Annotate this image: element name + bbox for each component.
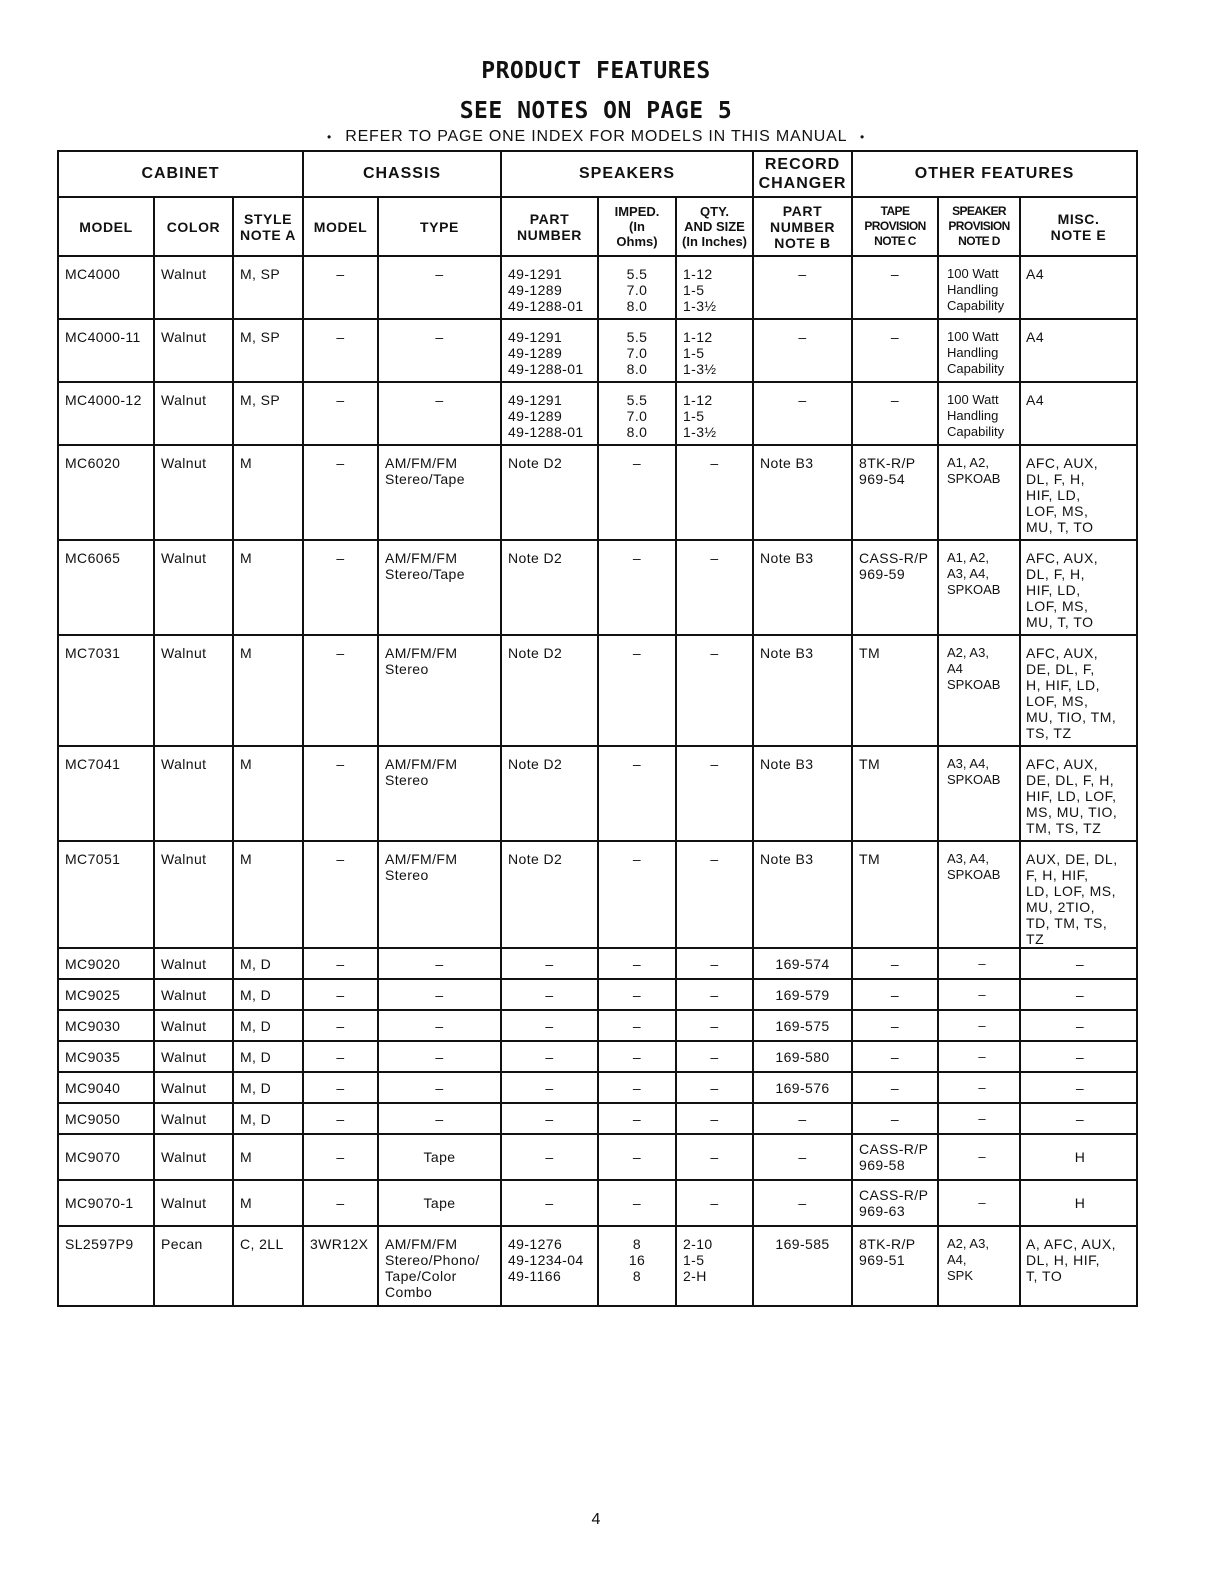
cell-style: M [233, 635, 303, 746]
cell-type: – [378, 948, 501, 979]
cell-tape-provision: 8TK-R/P 969-54 [852, 445, 938, 540]
cell-changer-part-number: – [753, 1180, 852, 1226]
cell-qty-size: – [676, 948, 753, 979]
cell-type: – [378, 1041, 501, 1072]
cell-style: M, D [233, 979, 303, 1010]
table-body [58, 256, 1137, 1306]
cell-part-number: – [501, 1072, 598, 1103]
cell-style: M, SP [233, 319, 303, 382]
cell-impedance: 5.5 7.0 8.0 [598, 382, 676, 445]
cell-color: Walnut [154, 1103, 233, 1134]
cell-qty-size: – [676, 445, 753, 540]
cell-qty-size: – [676, 1134, 753, 1180]
column-header-row [58, 197, 1137, 256]
cell-tape-provision: – [852, 1010, 938, 1041]
cell-color: Walnut [154, 1180, 233, 1226]
cell-speaker-provision: A2, A3, A4 SPKOAB [938, 635, 1020, 746]
cell-color: Walnut [154, 948, 233, 979]
cell-color: Walnut [154, 841, 233, 948]
cell-cabinet-model: MC4000-11 [58, 319, 154, 382]
cell-impedance: – [598, 1010, 676, 1041]
table-row [58, 445, 1137, 540]
cell-qty-size: – [676, 841, 753, 948]
cell-changer-part-number: 169-574 [753, 948, 852, 979]
cell-misc: AUX, DE, DL, F, H, HIF, LD, LOF, MS, MU, 2TIO, TD, TM, TS, TZ [1020, 841, 1137, 948]
column-header-speaker-provision: SPEAKER PROVISION NOTE D [938, 197, 1020, 256]
cell-color: Walnut [154, 540, 233, 635]
cell-tape-provision: – [852, 256, 938, 319]
cell-style: M [233, 1180, 303, 1226]
cell-qty-size: – [676, 1010, 753, 1041]
table-row [58, 979, 1137, 1010]
cell-qty-size: – [676, 1072, 753, 1103]
cell-color: Walnut [154, 382, 233, 445]
reference-note [0, 128, 1192, 146]
cell-chassis-model: – [303, 540, 378, 635]
cell-impedance: – [598, 841, 676, 948]
cell-changer-part-number: Note B3 [753, 635, 852, 746]
cell-style: M [233, 1134, 303, 1180]
bullet-icon: • [326, 129, 332, 144]
cell-changer-part-number: Note B3 [753, 746, 852, 841]
cell-misc: – [1020, 1041, 1137, 1072]
cell-color: Pecan [154, 1226, 233, 1306]
cell-tape-provision: – [852, 1041, 938, 1072]
cell-cabinet-model: MC7051 [58, 841, 154, 948]
cell-tape-provision: CASS-R/P 969-58 [852, 1134, 938, 1180]
cell-speaker-provision: 100 Watt Handling Capability [938, 256, 1020, 319]
cell-changer-part-number: – [753, 1103, 852, 1134]
cell-misc: – [1020, 1010, 1137, 1041]
cell-changer-part-number: – [753, 1134, 852, 1180]
cell-speaker-provision: A1, A2, SPKOAB [938, 445, 1020, 540]
cell-speaker-provision: – [938, 1041, 1020, 1072]
cell-cabinet-model: MC4000-12 [58, 382, 154, 445]
cell-type: – [378, 1010, 501, 1041]
cell-type: – [378, 256, 501, 319]
product-features-table [57, 150, 1138, 1307]
cell-style: M [233, 841, 303, 948]
column-header-impedance: IMPED. (In Ohms) [598, 197, 676, 256]
cell-changer-part-number: Note B3 [753, 540, 852, 635]
cell-style: M, SP [233, 256, 303, 319]
cell-type: – [378, 1103, 501, 1134]
cell-qty-size: – [676, 1180, 753, 1226]
cell-type: AM/FM/FM Stereo/Tape [378, 540, 501, 635]
cell-qty-size: – [676, 635, 753, 746]
cell-impedance: – [598, 1134, 676, 1180]
cell-impedance: 5.5 7.0 8.0 [598, 256, 676, 319]
cell-tape-provision: – [852, 319, 938, 382]
cell-part-number: – [501, 1103, 598, 1134]
cell-part-number: – [501, 979, 598, 1010]
page-number: 4 [591, 1511, 601, 1528]
cell-type: – [378, 319, 501, 382]
cell-chassis-model: – [303, 1010, 378, 1041]
cell-chassis-model: – [303, 746, 378, 841]
cell-tape-provision: TM [852, 746, 938, 841]
table-row [58, 1134, 1137, 1180]
table-row [58, 1226, 1137, 1306]
cell-misc: H [1020, 1134, 1137, 1180]
cell-misc: – [1020, 1072, 1137, 1103]
group-cabinet: CABINET [58, 151, 303, 197]
table-row [58, 1041, 1137, 1072]
cell-chassis-model: – [303, 1072, 378, 1103]
cell-impedance: – [598, 746, 676, 841]
page-title: PRODUCT FEATURES [481, 58, 711, 84]
cell-tape-provision: – [852, 948, 938, 979]
cell-misc: – [1020, 979, 1137, 1010]
cell-style: M, D [233, 948, 303, 979]
column-header-chassis-model: MODEL [303, 197, 378, 256]
page-subtitle: SEE NOTES ON PAGE 5 [459, 98, 733, 124]
cell-changer-part-number: – [753, 382, 852, 445]
cell-chassis-model: – [303, 382, 378, 445]
cell-misc: AFC, AUX, DL, F, H, HIF, LD, LOF, MS, MU, T, TO [1020, 540, 1137, 635]
cell-tape-provision: TM [852, 841, 938, 948]
cell-speaker-provision: A3, A4, SPKOAB [938, 841, 1020, 948]
cell-speaker-provision: A2, A3, A4, SPK [938, 1226, 1020, 1306]
cell-speaker-provision: A1, A2, A3, A4, SPKOAB [938, 540, 1020, 635]
cell-impedance: – [598, 445, 676, 540]
table-row [58, 1103, 1137, 1134]
cell-cabinet-model: MC9020 [58, 948, 154, 979]
cell-cabinet-model: SL2597P9 [58, 1226, 154, 1306]
cell-misc: AFC, AUX, DE, DL, F, H, HIF, LD, LOF, MS, MU, TIO, TM, TS, TZ [1020, 635, 1137, 746]
cell-impedance: 5.5 7.0 8.0 [598, 319, 676, 382]
cell-color: Walnut [154, 1010, 233, 1041]
cell-cabinet-model: MC9070-1 [58, 1180, 154, 1226]
cell-chassis-model: – [303, 1134, 378, 1180]
cell-impedance: 8 16 8 [598, 1226, 676, 1306]
cell-impedance: – [598, 1072, 676, 1103]
cell-type: AM/FM/FM Stereo/Phono/ Tape/Color Combo [378, 1226, 501, 1306]
cell-misc: A4 [1020, 382, 1137, 445]
cell-changer-part-number: Note B3 [753, 841, 852, 948]
table-row [58, 841, 1137, 948]
cell-speaker-provision: – [938, 979, 1020, 1010]
cell-impedance: – [598, 1103, 676, 1134]
cell-part-number: – [501, 948, 598, 979]
cell-chassis-model: – [303, 1103, 378, 1134]
cell-tape-provision: – [852, 1103, 938, 1134]
cell-tape-provision: 8TK-R/P 969-51 [852, 1226, 938, 1306]
cell-chassis-model: – [303, 635, 378, 746]
cell-part-number: Note D2 [501, 746, 598, 841]
table-row [58, 948, 1137, 979]
cell-type: – [378, 382, 501, 445]
cell-part-number: – [501, 1134, 598, 1180]
cell-cabinet-model: MC7031 [58, 635, 154, 746]
cell-type: AM/FM/FM Stereo [378, 841, 501, 948]
cell-part-number: 49-1291 49-1289 49-1288-01 [501, 256, 598, 319]
table-row [58, 1010, 1137, 1041]
cell-cabinet-model: MC9030 [58, 1010, 154, 1041]
cell-misc: A4 [1020, 256, 1137, 319]
cell-qty-size: 1-12 1-5 1-3½ [676, 319, 753, 382]
cell-changer-part-number: 169-580 [753, 1041, 852, 1072]
cell-misc: A, AFC, AUX, DL, H, HIF, T, TO [1020, 1226, 1137, 1306]
column-header-color: COLOR [154, 197, 233, 256]
cell-color: Walnut [154, 256, 233, 319]
cell-style: M, D [233, 1072, 303, 1103]
cell-color: Walnut [154, 746, 233, 841]
table-row [58, 319, 1137, 382]
cell-qty-size: – [676, 746, 753, 841]
cell-changer-part-number: 169-585 [753, 1226, 852, 1306]
cell-type: AM/FM/FM Stereo [378, 635, 501, 746]
cell-changer-part-number: 169-579 [753, 979, 852, 1010]
cell-type: Tape [378, 1180, 501, 1226]
group-record-changer: RECORD CHANGER [753, 151, 852, 197]
cell-type: – [378, 979, 501, 1010]
cell-cabinet-model: MC9050 [58, 1103, 154, 1134]
column-header-tape-provision: TAPE PROVISION NOTE C [852, 197, 938, 256]
column-header-style: STYLE NOTE A [233, 197, 303, 256]
cell-tape-provision: CASS-R/P 969-59 [852, 540, 938, 635]
cell-changer-part-number: Note B3 [753, 445, 852, 540]
cell-qty-size: – [676, 979, 753, 1010]
cell-qty-size: 2-10 1-5 2-H [676, 1226, 753, 1306]
cell-speaker-provision: – [938, 948, 1020, 979]
cell-style: M, D [233, 1103, 303, 1134]
bullet-icon: • [860, 129, 866, 144]
cell-changer-part-number: 169-575 [753, 1010, 852, 1041]
reference-text: REFER TO PAGE ONE INDEX FOR MODELS IN THIS MANUAL [345, 128, 847, 145]
cell-speaker-provision: – [938, 1134, 1020, 1180]
cell-type: AM/FM/FM Stereo/Tape [378, 445, 501, 540]
cell-cabinet-model: MC7041 [58, 746, 154, 841]
column-header-misc: MISC. NOTE E [1020, 197, 1137, 256]
cell-speaker-provision: 100 Watt Handling Capability [938, 319, 1020, 382]
cell-speaker-provision: A3, A4, SPKOAB [938, 746, 1020, 841]
cell-cabinet-model: MC6065 [58, 540, 154, 635]
group-other-features: OTHER FEATURES [852, 151, 1137, 197]
cell-speaker-provision: – [938, 1180, 1020, 1226]
cell-misc: – [1020, 1103, 1137, 1134]
cell-qty-size: – [676, 1041, 753, 1072]
cell-color: Walnut [154, 1072, 233, 1103]
table-row [58, 1072, 1137, 1103]
cell-cabinet-model: MC9025 [58, 979, 154, 1010]
cell-style: M [233, 540, 303, 635]
cell-style: M [233, 445, 303, 540]
cell-part-number: Note D2 [501, 445, 598, 540]
cell-cabinet-model: MC9070 [58, 1134, 154, 1180]
cell-impedance: – [598, 1041, 676, 1072]
cell-impedance: – [598, 948, 676, 979]
cell-part-number: – [501, 1041, 598, 1072]
cell-part-number: – [501, 1180, 598, 1226]
cell-part-number: 49-1276 49-1234-04 49-1166 [501, 1226, 598, 1306]
cell-style: M, D [233, 1041, 303, 1072]
cell-changer-part-number: – [753, 319, 852, 382]
cell-speaker-provision: – [938, 1103, 1020, 1134]
cell-color: Walnut [154, 1134, 233, 1180]
table-row [58, 382, 1137, 445]
table-row [58, 256, 1137, 319]
cell-qty-size: – [676, 1103, 753, 1134]
cell-impedance: – [598, 1180, 676, 1226]
cell-style: M, D [233, 1010, 303, 1041]
cell-tape-provision: – [852, 382, 938, 445]
cell-color: Walnut [154, 635, 233, 746]
cell-color: Walnut [154, 1041, 233, 1072]
table-row [58, 540, 1137, 635]
cell-misc: AFC, AUX, DL, F, H, HIF, LD, LOF, MS, MU, T, TO [1020, 445, 1137, 540]
cell-qty-size: 1-12 1-5 1-3½ [676, 382, 753, 445]
cell-type: Tape [378, 1134, 501, 1180]
cell-tape-provision: CASS-R/P 969-63 [852, 1180, 938, 1226]
column-header-qty-size: QTY. AND SIZE (In Inches) [676, 197, 753, 256]
cell-speaker-provision: – [938, 1072, 1020, 1103]
cell-misc: H [1020, 1180, 1137, 1226]
group-speakers: SPEAKERS [501, 151, 753, 197]
column-header-cabinet-model: MODEL [58, 197, 154, 256]
cell-cabinet-model: MC9035 [58, 1041, 154, 1072]
cell-part-number: 49-1291 49-1289 49-1288-01 [501, 382, 598, 445]
cell-tape-provision: – [852, 979, 938, 1010]
cell-cabinet-model: MC9040 [58, 1072, 154, 1103]
table-row [58, 1180, 1137, 1226]
cell-speaker-provision: – [938, 1010, 1020, 1041]
cell-type: – [378, 1072, 501, 1103]
column-header-changer-part-number: PART NUMBER NOTE B [753, 197, 852, 256]
cell-part-number: Note D2 [501, 635, 598, 746]
cell-chassis-model: – [303, 445, 378, 540]
cell-part-number: 49-1291 49-1289 49-1288-01 [501, 319, 598, 382]
cell-cabinet-model: MC4000 [58, 256, 154, 319]
cell-style: C, 2LL [233, 1226, 303, 1306]
cell-part-number: Note D2 [501, 540, 598, 635]
cell-color: Walnut [154, 445, 233, 540]
cell-chassis-model: – [303, 979, 378, 1010]
cell-impedance: – [598, 979, 676, 1010]
cell-qty-size: – [676, 540, 753, 635]
cell-cabinet-model: MC6020 [58, 445, 154, 540]
cell-chassis-model: – [303, 256, 378, 319]
cell-color: Walnut [154, 979, 233, 1010]
cell-part-number: – [501, 1010, 598, 1041]
group-chassis: CHASSIS [303, 151, 501, 197]
column-header-type: TYPE [378, 197, 501, 256]
cell-tape-provision: TM [852, 635, 938, 746]
cell-impedance: – [598, 635, 676, 746]
cell-chassis-model: – [303, 1180, 378, 1226]
cell-chassis-model: – [303, 1041, 378, 1072]
column-header-part-number: PART NUMBER [501, 197, 598, 256]
cell-color: Walnut [154, 319, 233, 382]
cell-chassis-model: – [303, 319, 378, 382]
cell-impedance: – [598, 540, 676, 635]
cell-speaker-provision: 100 Watt Handling Capability [938, 382, 1020, 445]
table-row [58, 635, 1137, 746]
cell-part-number: Note D2 [501, 841, 598, 948]
cell-misc: AFC, AUX, DE, DL, F, H, HIF, LD, LOF, MS, MU, TIO, TM, TS, TZ [1020, 746, 1137, 841]
cell-tape-provision: – [852, 1072, 938, 1103]
cell-misc: A4 [1020, 319, 1137, 382]
group-header-row [58, 151, 1137, 197]
cell-chassis-model: 3WR12X [303, 1226, 378, 1306]
cell-qty-size: 1-12 1-5 1-3½ [676, 256, 753, 319]
cell-changer-part-number: – [753, 256, 852, 319]
cell-misc: – [1020, 948, 1137, 979]
cell-chassis-model: – [303, 948, 378, 979]
cell-changer-part-number: 169-576 [753, 1072, 852, 1103]
cell-style: M [233, 746, 303, 841]
cell-style: M, SP [233, 382, 303, 445]
cell-type: AM/FM/FM Stereo [378, 746, 501, 841]
table-row [58, 746, 1137, 841]
cell-chassis-model: – [303, 841, 378, 948]
